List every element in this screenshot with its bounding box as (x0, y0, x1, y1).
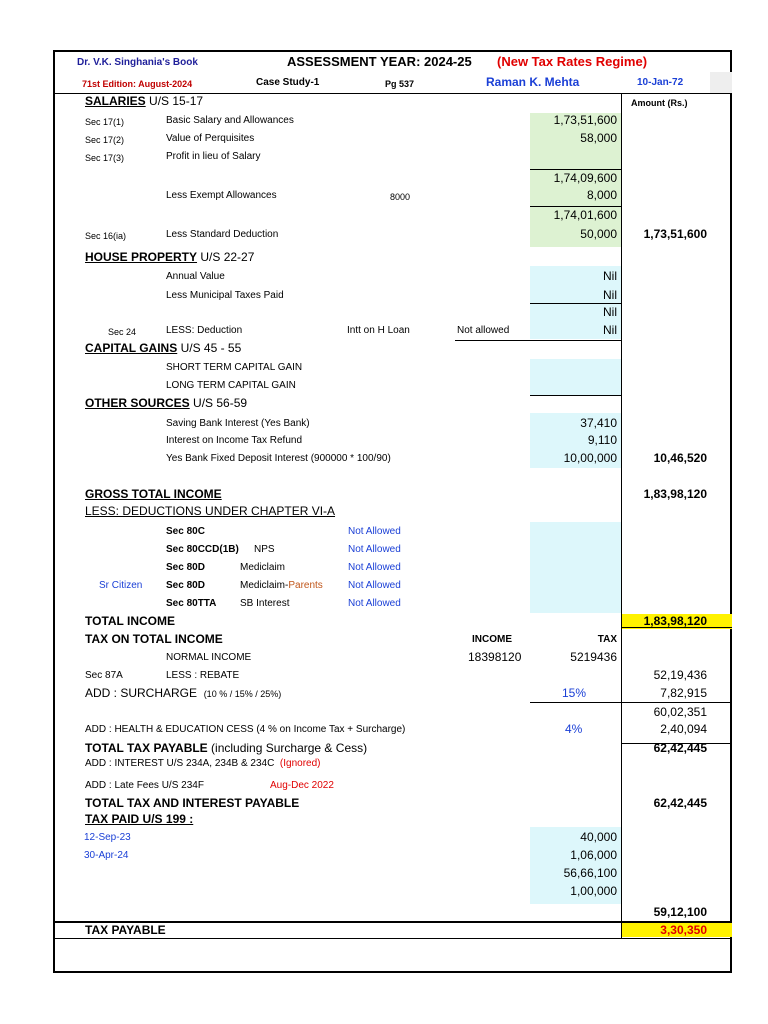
normal-income-label: NORMAL INCOME (166, 652, 252, 663)
rule (530, 169, 621, 170)
total-tax-payable-value: 62,42,445 (653, 741, 707, 755)
interest-label: Intt on H Loan (347, 325, 410, 336)
amount-column-divider (621, 93, 622, 938)
late-fee-period: Aug-Dec 2022 (270, 780, 334, 791)
tax-payable-value: 3,30,350 (660, 923, 707, 937)
deduction-row-status: Not Allowed (348, 526, 401, 537)
paid-date: 30-Apr-24 (84, 850, 129, 861)
annual-value: Nil (603, 269, 617, 283)
house-heading: HOUSE PROPERTY U/S 22-27 (85, 250, 255, 264)
standard-deduction-label: Less Standard Deduction (166, 229, 279, 240)
salary-total: 1,73,51,600 (643, 227, 707, 241)
sec-87a: Sec 87A (85, 670, 123, 681)
total-income-label: TOTAL INCOME (85, 614, 175, 628)
perquisites-value: 58,000 (580, 131, 617, 145)
edition: 71st Edition: August-2024 (82, 79, 193, 89)
sec-17-2: Sec 17(2) (85, 135, 125, 145)
deduction-row-status: Not Allowed (348, 562, 401, 573)
interest-label: ADD : INTEREST U/S 234A, 234B & 234C (Ignored) (85, 758, 321, 769)
deduction-row-prefix: Sr Citizen (99, 580, 143, 591)
total-tax-interest-value: 62,42,445 (653, 796, 707, 810)
refund-interest-value: 9,110 (587, 433, 617, 447)
salaries-heading: SALARIES U/S 15-17 (85, 94, 204, 108)
rule (530, 303, 621, 304)
deduction-row-status: Not Allowed (348, 598, 401, 609)
late-fee-label: ADD : Late Fees U/S 234F (85, 780, 204, 791)
sec-17-1: Sec 17(1) (85, 117, 125, 127)
deduction-row-section: Sec 80D (166, 580, 205, 591)
fd-interest-value: 10,00,000 (563, 451, 617, 465)
basic-salary-label: Basic Salary and Allowances (166, 115, 294, 126)
paid-date: 12-Sep-23 (84, 832, 131, 843)
rule (455, 340, 621, 341)
basic-salary-value: 1,73,51,600 (553, 113, 617, 127)
surcharge-label: ADD : SURCHARGE (10 % / 15% / 25%) (85, 686, 282, 700)
exempt-note: 8000 (390, 192, 411, 202)
paid-value: 40,000 (580, 830, 617, 844)
total-tax-payable-label: TOTAL TAX PAYABLE (including Surcharge & Cess) (85, 741, 368, 755)
annual-value-label: Annual Value (166, 271, 225, 282)
exempt-label: Less Exempt Allowances (166, 190, 277, 201)
tax-heading: TAX ON TOTAL INCOME (85, 632, 223, 646)
assessee-name: Raman K. Mehta (486, 75, 580, 89)
capital-heading: CAPITAL GAINS U/S 45 - 55 (85, 341, 242, 355)
rule (530, 702, 732, 703)
deductions-heading: LESS: DEDUCTIONS UNDER CHAPTER VI-A (85, 504, 336, 518)
gross-total-label: GROSS TOTAL INCOME (85, 487, 222, 501)
page-ref: Pg 537 (385, 79, 415, 89)
total-income-value: 1,83,98,120 (643, 614, 707, 628)
deduction-values-cell (530, 522, 621, 613)
tax-computation-sheet (53, 50, 732, 973)
deduction-row-desc: SB Interest (240, 598, 290, 609)
deduction-row-desc: Mediclaim (240, 562, 286, 573)
deduction-row-section: Sec 80TTA (166, 598, 217, 609)
header-shade (710, 72, 732, 94)
deduction-row-status: Not Allowed (348, 544, 401, 555)
rebate-value: 52,19,436 (653, 668, 707, 682)
perquisites-label: Value of Perquisites (166, 133, 255, 144)
total-tax-interest-label: TOTAL TAX AND INTEREST PAYABLE (85, 796, 300, 810)
salary-subtotal: 1,74,09,600 (553, 171, 617, 185)
amount-heading: Amount (Rs.) (631, 98, 688, 108)
other-heading: OTHER SOURCES U/S 56-59 (85, 396, 248, 410)
sec-16: Sec 16(ia) (85, 231, 127, 241)
cess-value: 2,40,094 (660, 722, 707, 736)
surcharge-value: 7,82,915 (660, 686, 707, 700)
date-of-birth: 10-Jan-72 (637, 77, 684, 88)
deduction-label: LESS: Deduction (166, 325, 243, 336)
rule (530, 395, 621, 396)
deduction-row-section: Sec 80C (166, 526, 205, 537)
salary-subtotal-2: 1,74,01,600 (553, 208, 617, 222)
deduction-row-desc: NPS (254, 544, 275, 555)
deduction-row-status: Not Allowed (348, 580, 401, 591)
exempt-value: 8,000 (586, 188, 617, 202)
deduction-row-section: Sec 80D (166, 562, 205, 573)
standard-deduction-value: 50,000 (580, 227, 617, 241)
tax-paid-heading: TAX PAID U/S 199 : (85, 812, 194, 826)
tax-subtotal: 60,02,351 (653, 705, 707, 719)
paid-value: 56,66,100 (563, 866, 617, 880)
other-total: 10,46,520 (653, 451, 707, 465)
regime-label: (New Tax Rates Regime) (497, 54, 648, 69)
income-col-head: INCOME (472, 634, 512, 645)
cess-rate: 4% (565, 722, 583, 736)
fd-interest-label: Yes Bank Fixed Deposit Interest (900000 * 100/90) (166, 453, 391, 464)
sb-interest-value: 37,410 (580, 416, 617, 430)
paid-value: 1,00,000 (570, 884, 617, 898)
tax-payable-label: TAX PAYABLE (85, 923, 166, 937)
normal-income-value: 18398120 (468, 650, 522, 664)
stcg-label: SHORT TERM CAPITAL GAIN (166, 362, 303, 373)
assessment-year: ASSESSMENT YEAR: 2024-25 (287, 54, 472, 69)
capital-values-cell (530, 359, 621, 395)
municipal-label: Less Municipal Taxes Paid (166, 290, 284, 301)
refund-interest-label: Interest on Income Tax Refund (166, 435, 303, 446)
deduction-value: Nil (603, 323, 617, 337)
surcharge-rate: 15% (562, 686, 587, 700)
deduction-row-section: Sec 80CCD(1B) (166, 544, 239, 555)
rebate-label: LESS : REBATE (166, 670, 240, 681)
final-bottom-line (55, 938, 732, 939)
not-allowed: Not allowed (457, 325, 510, 336)
municipal-value: Nil (603, 288, 617, 302)
normal-tax-value: 5219436 (570, 650, 617, 664)
sec-17-3: Sec 17(3) (85, 153, 125, 163)
deduction-row-desc: Mediclaim-Parents (240, 580, 323, 591)
cess-label: ADD : HEALTH & EDUCATION CESS (4 % on Income Tax + Surcharge) (85, 724, 406, 735)
tax-col-head: TAX (597, 634, 617, 645)
gross-total-value: 1,83,98,120 (643, 487, 707, 501)
sec-24: Sec 24 (108, 327, 137, 337)
house-net-value: Nil (603, 305, 617, 319)
paid-total: 59,12,100 (653, 905, 707, 919)
paid-value: 1,06,000 (570, 848, 617, 862)
ltcg-label: LONG TERM CAPITAL GAIN (166, 380, 296, 391)
sb-interest-label: Saving Bank Interest (Yes Bank) (166, 418, 310, 429)
case-study: Case Study-1 (256, 77, 320, 88)
profit-label: Profit in lieu of Salary (166, 151, 261, 162)
book-title: Dr. V.K. Singhania's Book (77, 57, 198, 68)
rule (530, 206, 621, 207)
